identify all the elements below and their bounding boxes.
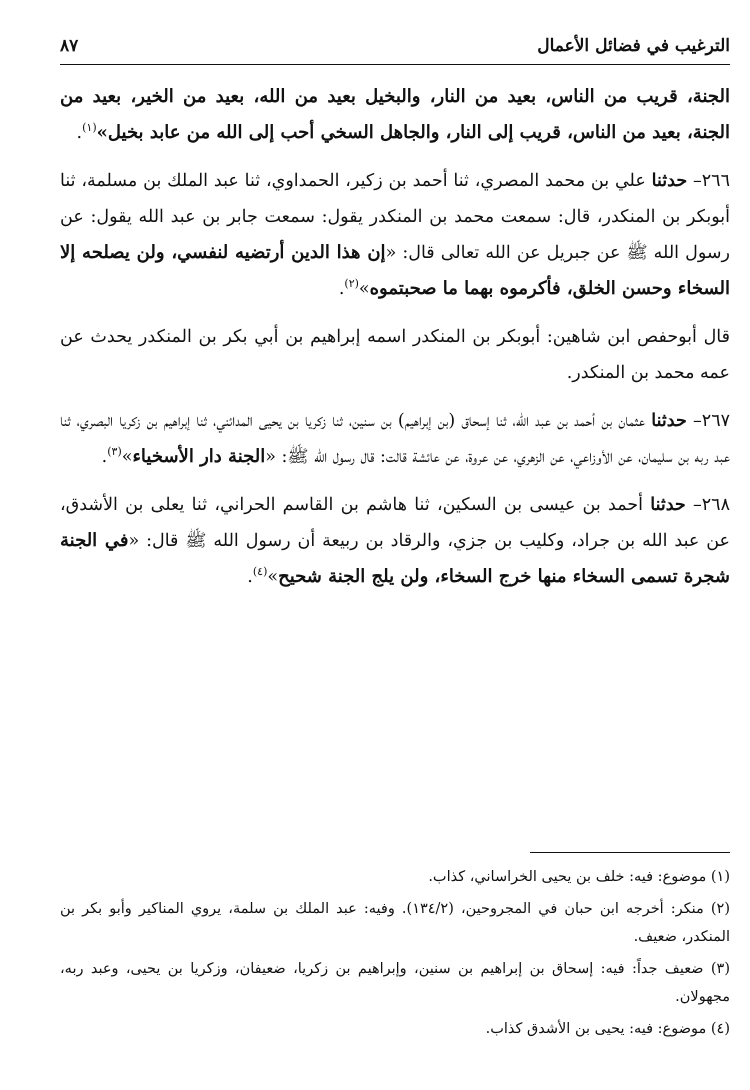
paragraph-continuation [60, 79, 730, 151]
footnotes [60, 852, 730, 1047]
running-header [60, 30, 730, 65]
footnote-ref: (٤) [252, 565, 268, 579]
isnad-text: علي بن محمد المصري، ثنا أحمد بن زكير، الحمداوي، ثنا عبد الملك بن مسلمة، ثنا أبوبكر بن المنكدر، قال: سمعت محمد بن المنكدر يقول: سمعت جابر بن عبد الله يقول: عن رسول الله ﷺ عن جبريل عن الله تعالى قال: « [60, 171, 730, 263]
close-quote: » [267, 567, 279, 587]
page-number: ٨٧ [60, 36, 79, 56]
page [60, 30, 730, 1070]
footnote-2: (٢) منكر: أخرجه ابن حبان في المجروحين، (١٣٤/٢). وفيه: عبد الملك بن سلمة، يروي المناكير وأبو بكر بن المنكدر، ضعيف. [60, 901, 730, 945]
close-quote: » [358, 279, 370, 299]
commentary-text: قال أبوحفص ابن شاهين: أبوبكر بن المنكدر اسمه إبراهيم بن أبي بكر بن المنكدر يحدث عن عمه محمد بن المنكدر. [60, 327, 730, 383]
close-quote: » [121, 447, 133, 467]
hadith-266 [60, 163, 730, 307]
hadith-267 [60, 403, 730, 475]
period: . [338, 279, 345, 299]
period: . [76, 123, 83, 143]
hadith-lead: حدثنا [651, 171, 688, 191]
footnote-ref: (٣) [107, 445, 122, 459]
commentary [60, 319, 730, 391]
footnote-3: (٣) ضعيف جداً: فيه: إسحاق بن إبراهيم بن سنين، وإبراهيم بن زكريا، ضعيفان، وزكريا بن يحيى، وعبد ربه، مجهولان. [60, 961, 730, 1005]
hadith-text: الجنة، قريب من الناس، بعيد من النار، والبخيل بعيد من الله، بعيد من الخير، بعيد من الجنة، بعيد من الناس، قريب إلى النار، والجاهل السخي أحب إلى الله من عابد بخيل» [60, 86, 730, 143]
hadith-text: الجنة دار الأسخياء [132, 446, 266, 467]
period: . [101, 447, 108, 467]
hadith-number: ٢٦٦– [693, 171, 730, 191]
footnote-ref: (١) [82, 121, 97, 135]
book-title: الترغيب في فضائل الأعمال [537, 36, 730, 56]
isnad-text: أحمد بن عيسى بن السكين، ثنا هاشم بن القاسم الحراني، ثنا يعلى بن الأشدق، عن عبد الله بن جراد، وكليب بن جزي، والرقاد بن ربيعة أن رسول الله ﷺ قال: « [60, 495, 730, 551]
hadith-268 [60, 487, 730, 595]
footnote-1: (١) موضوع: فيه: خلف بن يحيى الخراساني، كذاب. [428, 869, 730, 885]
hadith-number: ٢٦٧– [693, 411, 730, 431]
footnote-divider [530, 852, 730, 853]
footnote-ref: (٢) [344, 277, 359, 291]
footnote-4: (٤) موضوع: فيه: يحيى بن الأشدق كذاب. [485, 1021, 730, 1037]
main-text [60, 79, 730, 595]
hadith-text: في الجنة شجرة تسمى السخاء منها خرج السخاء، ولن يلج الجنة شحيح [60, 530, 730, 587]
hadith-lead: حدثنا [650, 495, 686, 515]
isnad-text: عثمان بن أحمد بن عبد الله، ثنا إسحاق (بن إبراهيم) بن سنين، ثنا زكريا بن يحيى المدائني، ثنا إبراهيم بن زكريا البصري، ثنا عبد ربه بن سليمان، عن الأوزاعي، عن الزهري، عن عروة، عن عائشة قالت: قال رسول الله ﷺ: « [60, 411, 730, 467]
hadith-lead: حدثنا [651, 411, 687, 431]
period: . [247, 567, 253, 587]
hadith-number: ٢٦٨– [693, 495, 730, 515]
hadith-text: إن هذا الدين أرتضيه لنفسي، ولن يصلحه إلا السخاء وحسن الخلق، فأكرموه بهما ما صحبتموه [60, 242, 730, 299]
